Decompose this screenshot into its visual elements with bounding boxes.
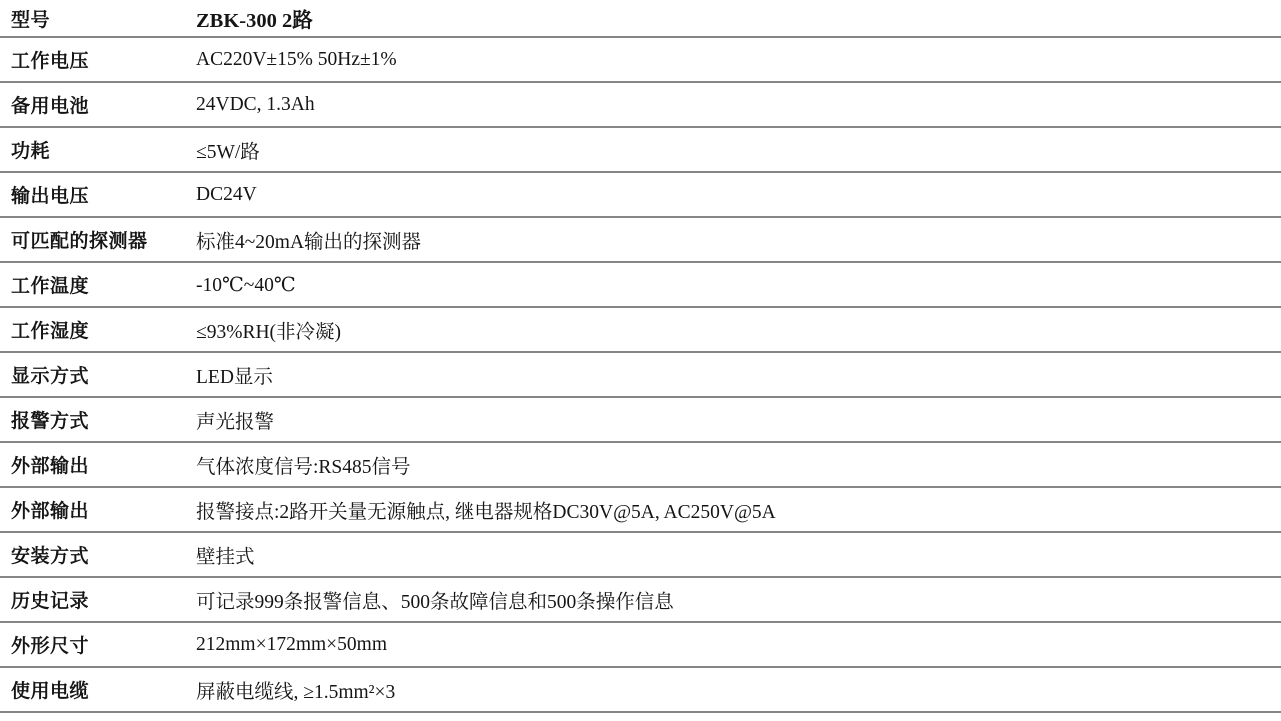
table-row — [0, 0, 1281, 38]
spec-label: 工作湿度 — [11, 321, 90, 342]
spec-value: LED显示 — [196, 366, 273, 388]
spec-value: 气体浓度信号:RS485信号 — [196, 456, 411, 478]
spec-label: 型号 — [11, 9, 51, 31]
spec-label: 历史记录 — [11, 591, 90, 612]
spec-label: 可匹配的探测器 — [11, 231, 148, 252]
spec-value: 屏蔽电缆线, ≥1.5mm²×3 — [196, 681, 396, 703]
table-row — [0, 308, 1281, 353]
spec-label: 使用电缆 — [11, 681, 90, 702]
table-row — [0, 128, 1281, 173]
spec-label: 备用电池 — [11, 96, 90, 117]
spec-label: 外部输出 — [11, 456, 90, 477]
spec-label: 外形尺寸 — [11, 636, 90, 657]
spec-value: ≤5W/路 — [196, 141, 260, 163]
spec-label: 工作温度 — [11, 276, 90, 297]
table-row — [0, 83, 1281, 128]
spec-value: 212mm×172mm×50mm — [196, 633, 388, 655]
table-row — [0, 443, 1281, 488]
spec-label: 安装方式 — [11, 546, 90, 567]
spec-label: 工作电压 — [11, 51, 90, 72]
table-row — [0, 263, 1281, 308]
spec-label: 显示方式 — [11, 366, 90, 387]
spec-label: 外部输出 — [11, 501, 90, 522]
spec-label: 功耗 — [11, 141, 51, 162]
spec-label: 报警方式 — [11, 411, 90, 432]
table-row — [0, 578, 1281, 623]
table-row — [0, 668, 1281, 713]
table-row — [0, 218, 1281, 263]
table-row — [0, 398, 1281, 443]
table-row — [0, 533, 1281, 578]
table-row — [0, 38, 1281, 83]
table-row — [0, 623, 1281, 668]
spec-value: 可记录999条报警信息、500条故障信息和500条操作信息 — [196, 591, 674, 613]
spec-value: DC24V — [196, 183, 257, 205]
spec-value: 声光报警 — [196, 411, 275, 433]
spec-value: 壁挂式 — [196, 546, 255, 568]
spec-label: 输出电压 — [11, 186, 90, 207]
table-row — [0, 488, 1281, 533]
spec-value: ≤93%RH(非冷凝) — [196, 321, 342, 343]
spec-value: AC220V±15% 50Hz±1% — [196, 48, 397, 70]
table-row — [0, 173, 1281, 218]
table-row — [0, 353, 1281, 398]
spec-value: 24VDC, 1.3Ah — [196, 93, 315, 115]
spec-value: 标准4~20mA输出的探测器 — [196, 231, 422, 253]
spec-value: ZBK-300 2路 — [196, 10, 313, 32]
spec-value: 报警接点:2路开关量无源触点, 继电器规格DC30V@5A, AC250V@5A — [196, 501, 776, 523]
spec-value: -10℃~40℃ — [196, 274, 296, 296]
